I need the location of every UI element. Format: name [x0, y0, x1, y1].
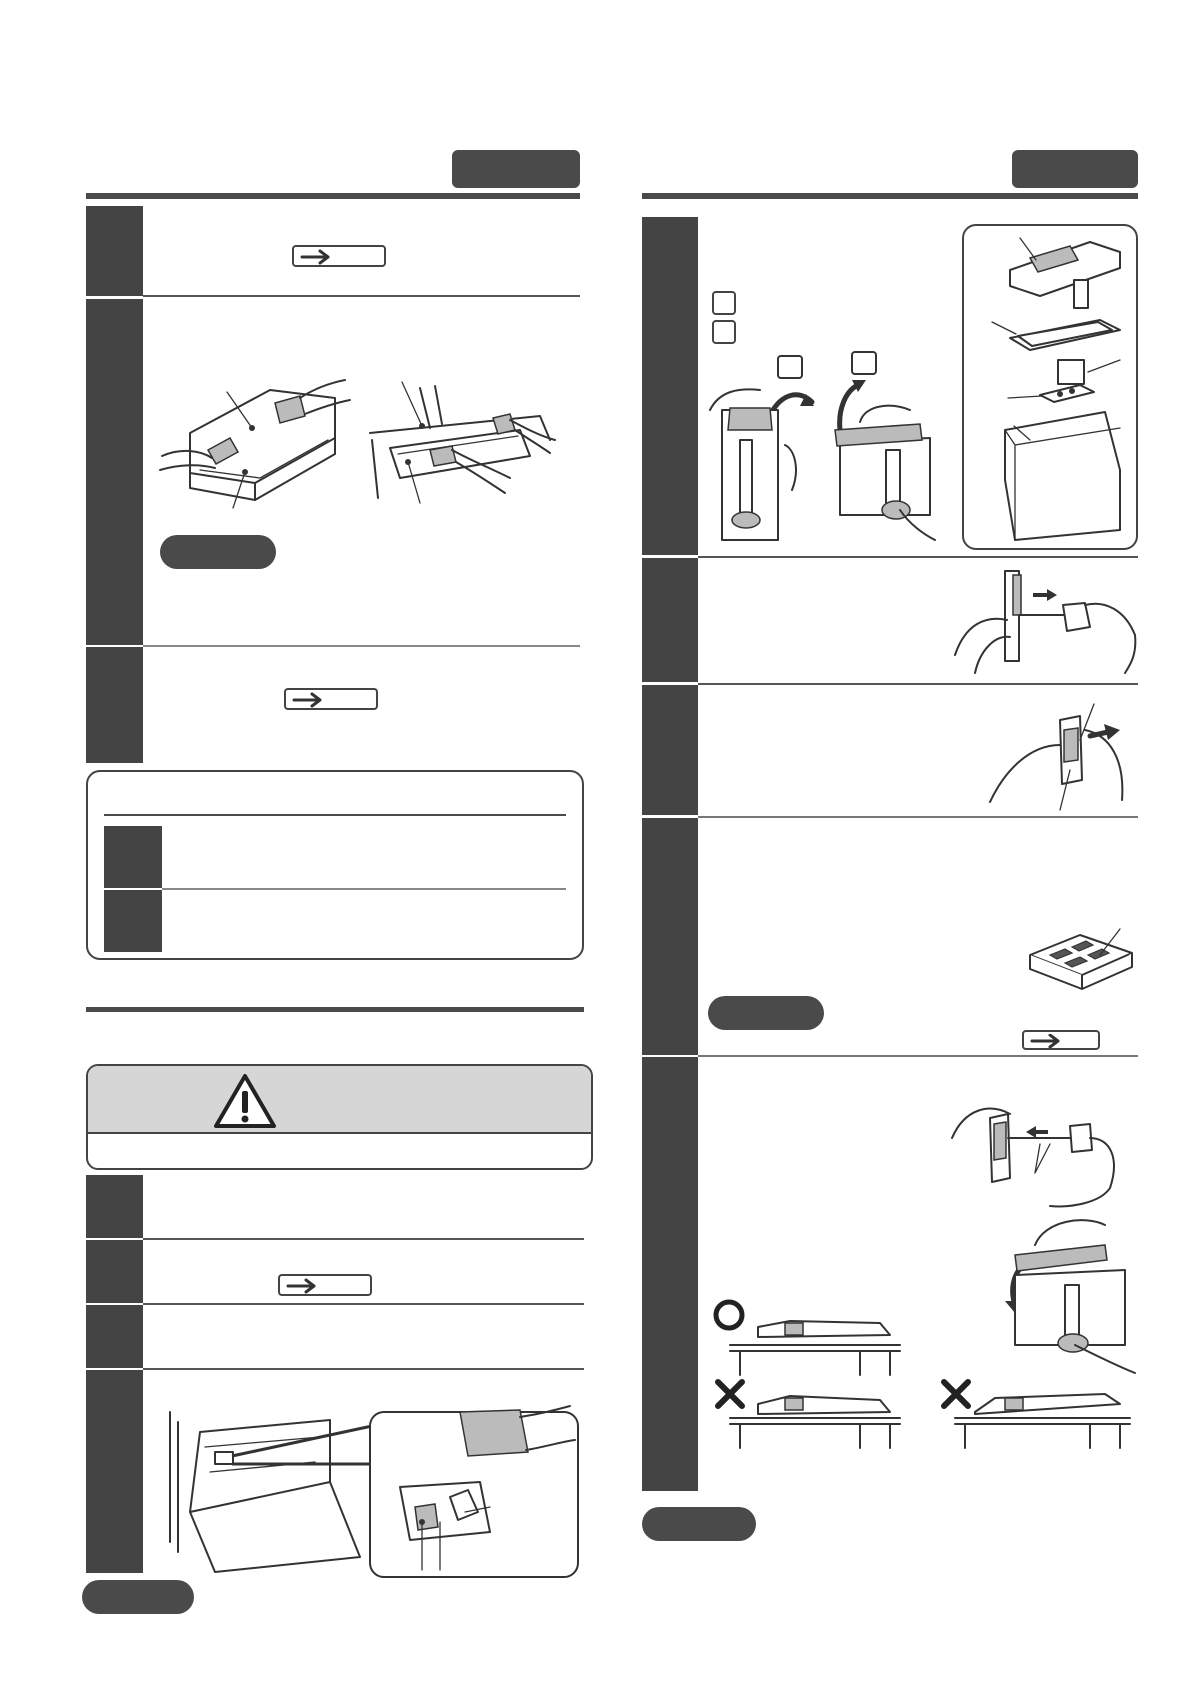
info-box-rule: [104, 814, 566, 816]
filter-cartridge-illustration: [1020, 925, 1140, 1005]
right-arrow-icon: [300, 249, 334, 265]
filter-insert-illustration: [950, 1098, 1135, 1208]
warning-banner: [86, 1064, 593, 1170]
right-arrow-icon: [286, 1278, 320, 1294]
step-bar-1: [86, 206, 143, 296]
step-bar-5: [86, 1240, 143, 1303]
drawer-illustration: [160, 1412, 580, 1577]
section-tab-right: [1012, 150, 1138, 188]
note-label-pill: [160, 535, 276, 569]
section-tab-left: [452, 150, 580, 188]
filter-pull-illustration: [990, 700, 1140, 810]
step-divider: [143, 645, 580, 647]
note-label-pill: [642, 1507, 756, 1541]
page-reference-box[interactable]: [1022, 1030, 1100, 1050]
step-divider: [143, 295, 580, 297]
page-reference-box[interactable]: [292, 245, 386, 267]
step-bar-r4: [642, 818, 698, 1055]
right-arrow-icon: [292, 692, 326, 708]
step-divider: [698, 1055, 1138, 1057]
page-reference-box[interactable]: [278, 1274, 372, 1296]
note-label-pill: [708, 996, 824, 1030]
step-divider: [698, 816, 1138, 818]
section-rule-right: [642, 193, 1138, 199]
step-divider: [143, 1303, 584, 1305]
step-bar-7: [86, 1370, 143, 1573]
step-bar-2: [86, 299, 143, 645]
section-rule-left: [86, 193, 580, 199]
option-marker-a: [712, 291, 736, 315]
step-bar-r2: [642, 558, 698, 682]
filter-cover-remove-illustration: [955, 565, 1140, 675]
step-bar-r5: [642, 1057, 698, 1491]
step-bar-r1: [642, 217, 698, 555]
step-divider: [698, 556, 1138, 558]
step-bar-6: [86, 1305, 143, 1368]
lid-correct-illustration: [730, 1315, 900, 1375]
info-step-divider: [162, 888, 566, 890]
wiping-tray-illustration: [160, 378, 360, 508]
note-label-pill: [82, 1580, 194, 1614]
lid-wrong-illustration-2: [955, 1388, 1130, 1448]
info-step-bar-1: [104, 826, 162, 888]
step-divider: [698, 683, 1138, 685]
step-divider: [143, 1238, 584, 1240]
step-bar-4: [86, 1175, 143, 1238]
option-marker-b: [712, 320, 736, 344]
right-arrow-icon: [1030, 1034, 1064, 1048]
lid-wrong-illustration-1: [730, 1388, 900, 1448]
warning-band: [88, 1066, 591, 1134]
step-bar-3: [86, 647, 143, 763]
info-step-bar-2: [104, 890, 162, 952]
wiping-shelf-illustration: [370, 378, 570, 508]
step-bar-r3: [642, 685, 698, 815]
tank-lid-close-illustration: [975, 1215, 1140, 1375]
section-rule-lower-left: [86, 1007, 584, 1012]
tank-lid-open-illustration: [700, 350, 940, 550]
tank-parts-illustration: [970, 230, 1130, 545]
step-divider: [143, 1368, 584, 1370]
warning-triangle-icon: [212, 1072, 278, 1130]
page-reference-box[interactable]: [284, 688, 378, 710]
